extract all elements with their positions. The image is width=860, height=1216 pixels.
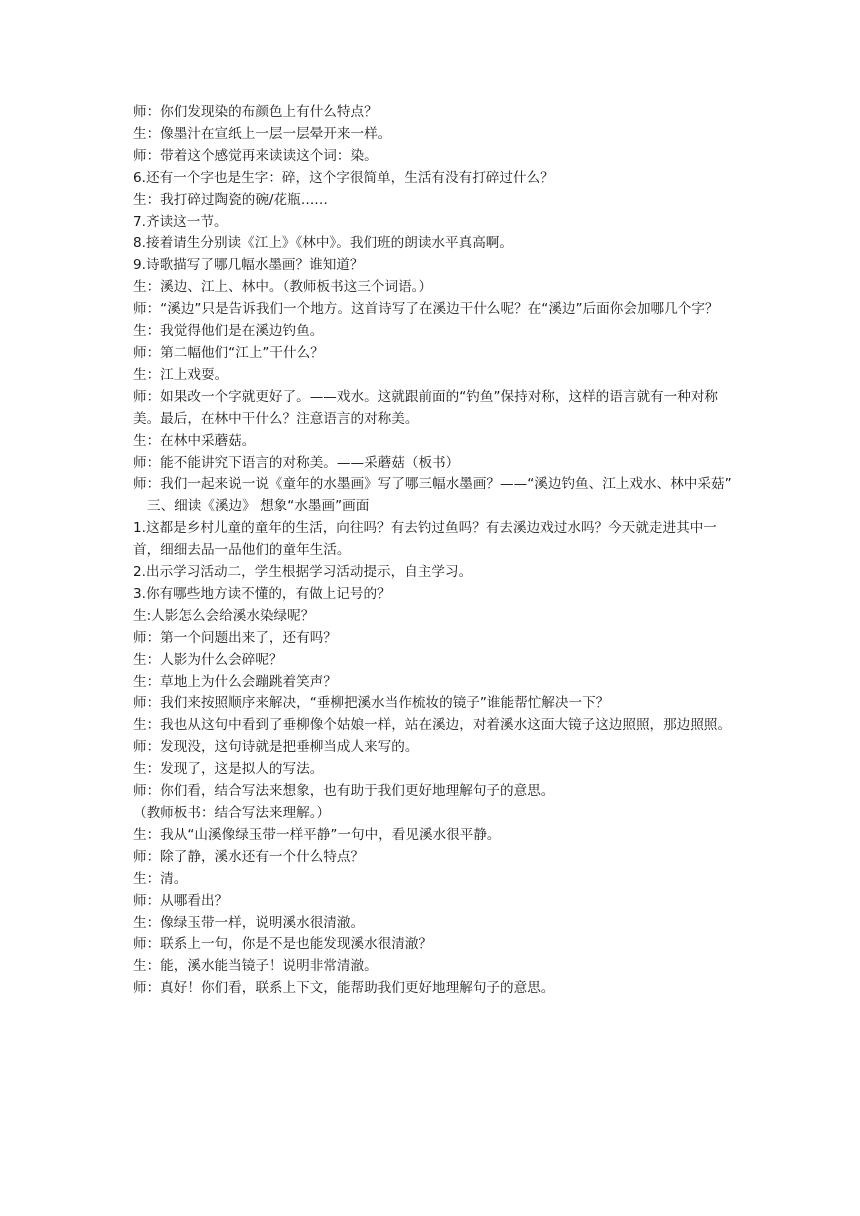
dialogue-line: 生：人影为什么会碎呢？ [133,651,283,668]
board-note: （教师板书：结合写法来理解。） [133,805,331,821]
dialogue-line: 生：江上戏耍。 [133,366,229,383]
dialogue-line: 生：像绿玉带一样，说明溪水很清澈。 [133,914,365,931]
dialogue-line: 生：溪边、江上、林中。（教师板书这三个词语。） [133,279,433,296]
numbered-step: 7.齐读这一节。 [133,213,228,230]
document-body [133,102,733,1000]
numbered-step: 8.接着请生分别读《江上》《林中》。我们班的朗读水平真高啊。 [133,235,513,252]
dialogue-line: 生：发现了，这是拟人的写法。 [133,761,324,778]
dialogue-line: 师：联系上一句，你是不是也能发现溪水很清澈？ [133,936,433,953]
numbered-step: 6.还有一个字也是生字：碎，这个字很简单，生活有没有打碎过什么？ [133,169,554,186]
dialogue-line: 师：第一个问题出来了，还有吗？ [133,629,337,646]
section-heading: 三、细读《溪边》 想象“水墨画”画面 [147,498,370,515]
dialogue-line: 生：像墨汁在宣纸上一层一层晕开来一样。 [133,125,392,142]
dialogue-line: 师：第二幅他们“江上”干什么？ [133,344,324,361]
dialogue-line: 师：我们来按照顺序来解决，“垂柳把溪水当作梳妆的镜子”谁能帮忙解决一下？ [133,695,610,712]
dialogue-line: 生：清。 [133,870,188,887]
dialogue-line: 师：我们一起来说一说《童年的水墨画》写了哪三幅水墨画？——“溪边钓鱼、江上戏水、林中采菇” [133,476,732,493]
dialogue-line: 生：我也从这句中看到了垂柳像个姑娘一样，站在溪边，对着溪水这面大镜子这边照照，那边照照。 [133,717,732,734]
dialogue-line: 生：在林中采蘑菇。 [133,432,256,449]
dialogue-line: 师：“溪边”只是告诉我们一个地方。这首诗写了在溪边干什么呢？在“溪边”后面你会加哪几个字？ [133,301,719,318]
numbered-step: 1.这都是乡村儿童的童年的生活，向往吗？有去钓过鱼吗？有去溪边戏过水吗？今天就走进其中一首，细细去品一品他们的童年生活。 [133,520,717,559]
numbered-step: 3.你有哪些地方读不懂的，有做上记号的？ [133,585,391,602]
dialogue-line: 师：你们发现染的布颜色上有什么特点？ [133,104,378,120]
dialogue-line: 生：我觉得他们是在溪边钓鱼。 [133,323,324,340]
numbered-step: 2.出示学习活动二，学生根据学习活动提示，自主学习。 [133,564,473,581]
dialogue-line: 师：真好！你们看，联系上下文，能帮助我们更好地理解句子的意思。 [133,980,555,997]
dialogue-line: 师：如果改一个字就更好了。——戏水。这就跟前面的“钓鱼”保持对称，这样的语言就有一种对称美。最后，在林中干什么？注意语言的对称美。 [133,388,719,427]
dialogue-line: 生：我从“山溪像绿玉带一样平静”一句中，看见溪水很平静。 [133,826,501,843]
dialogue-line: 师：能不能讲究下语言的对称美。——采蘑菇（板书） [133,454,460,471]
dialogue-line: 师：除了静，溪水还有一个什么特点？ [133,848,365,865]
dialogue-line: 师：发现没，这句诗就是把垂柳当成人来写的。 [133,739,419,756]
dialogue-line: 生：草地上为什么会蹦跳着笑声？ [133,673,337,690]
dialogue-line: 生:人影怎么会给溪水染绿呢？ [133,607,315,624]
dialogue-line: 生：我打碎过陶瓷的碗/花瓶…… [133,191,328,208]
dialogue-line: 师：带着这个感觉再来读读这个词：染。 [133,147,378,164]
numbered-step: 9.诗歌描写了哪几幅水墨画？谁知道？ [133,257,364,274]
dialogue-line: 师：你们看，结合写法来想象，也有助于我们更好地理解句子的意思。 [133,783,555,800]
dialogue-line: 师：从哪看出？ [133,892,229,909]
dialogue-line: 生：能，溪水能当镜子！说明非常清澈。 [133,958,378,975]
